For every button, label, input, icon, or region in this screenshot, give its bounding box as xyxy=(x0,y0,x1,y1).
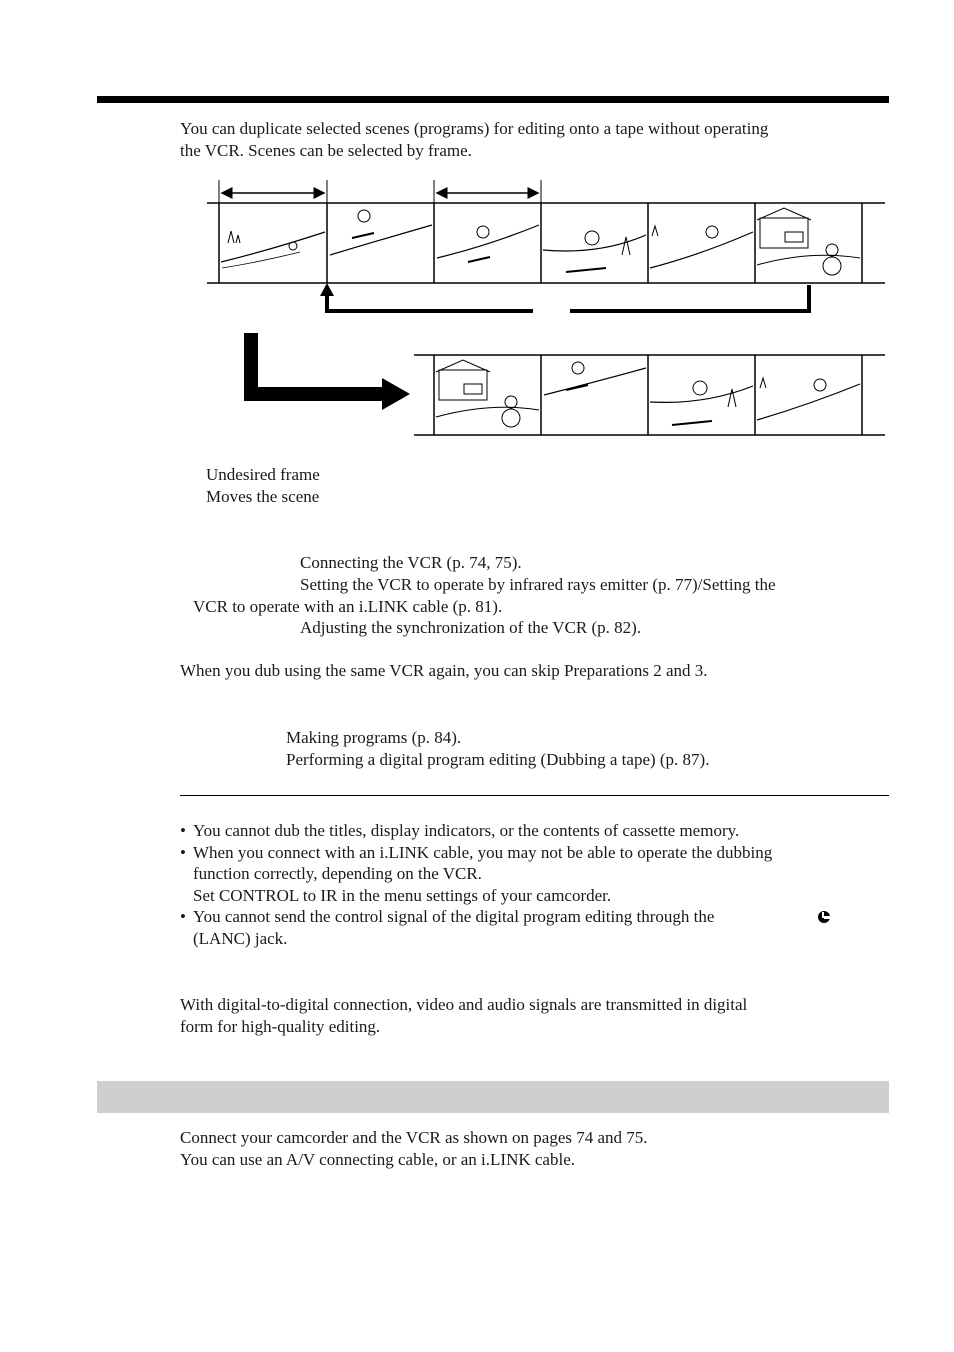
preparation-2-line-1: Setting the VCR to operate by infrared rays emitter (p. 77)/Setting the xyxy=(300,575,776,594)
section-header-bar xyxy=(97,1081,889,1113)
preparation-note: When you dub using the same VCR again, you can skip Preparations 2 and 3. xyxy=(180,661,708,680)
legend-undesired-frame: Undesired frame xyxy=(206,465,320,484)
editing-illustration xyxy=(0,0,954,460)
bullet-1: • xyxy=(180,821,186,840)
connect-line-1: Connect your camcorder and the VCR as shown on pages 74 and 75. xyxy=(180,1128,648,1147)
note-2-line-3: Set CONTROL to IR in the menu settings of your camcorder. xyxy=(193,886,612,905)
preparation-2-line-2: VCR to operate with an i.LINK cable (p. 81). xyxy=(193,597,503,616)
note-2-line-2: function correctly, depending on the VCR. xyxy=(193,864,482,883)
digital-line-2: form for high-quality editing. xyxy=(180,1017,381,1036)
bullet-2: • xyxy=(180,843,186,862)
operation-1: Making programs (p. 84). xyxy=(286,728,462,747)
note-2-line-1: When you connect with an i.LINK cable, you may not be able to operate the dubbing xyxy=(193,843,773,862)
intro-line-1: You can duplicate selected scenes (programs) for editing onto a tape without operating xyxy=(180,119,769,138)
output-arrow xyxy=(251,333,410,410)
legend-moves-scene: Moves the scene xyxy=(206,487,320,506)
undesired-span-arrow-2 xyxy=(434,180,541,203)
source-film-strip xyxy=(207,203,885,283)
lanc-jack-icon xyxy=(817,909,833,925)
move-scene-arrow xyxy=(320,283,809,311)
notes-divider xyxy=(180,795,889,796)
digital-line-1: With digital-to-digital connection, video and audio signals are transmitted in digital xyxy=(180,995,748,1014)
connect-line-2: You can use an A/V connecting cable, or an i.LINK cable. xyxy=(180,1150,575,1169)
preparation-1: Connecting the VCR (p. 74, 75). xyxy=(300,553,522,572)
note-3-line-1: You cannot send the control signal of the digital program editing through the xyxy=(193,907,715,926)
output-film-strip xyxy=(414,355,885,435)
intro-line-2: the VCR. Scenes can be selected by frame. xyxy=(180,141,472,160)
undesired-span-arrow-1 xyxy=(219,180,327,203)
operation-2: Performing a digital program editing (Dubbing a tape) (p. 87). xyxy=(286,750,710,769)
preparation-3: Adjusting the synchronization of the VCR (p. 82). xyxy=(300,618,642,637)
note-1: You cannot dub the titles, display indicators, or the contents of cassette memory. xyxy=(193,821,740,840)
bullet-3: • xyxy=(180,907,186,926)
note-3-line-2: (LANC) jack. xyxy=(193,929,288,948)
